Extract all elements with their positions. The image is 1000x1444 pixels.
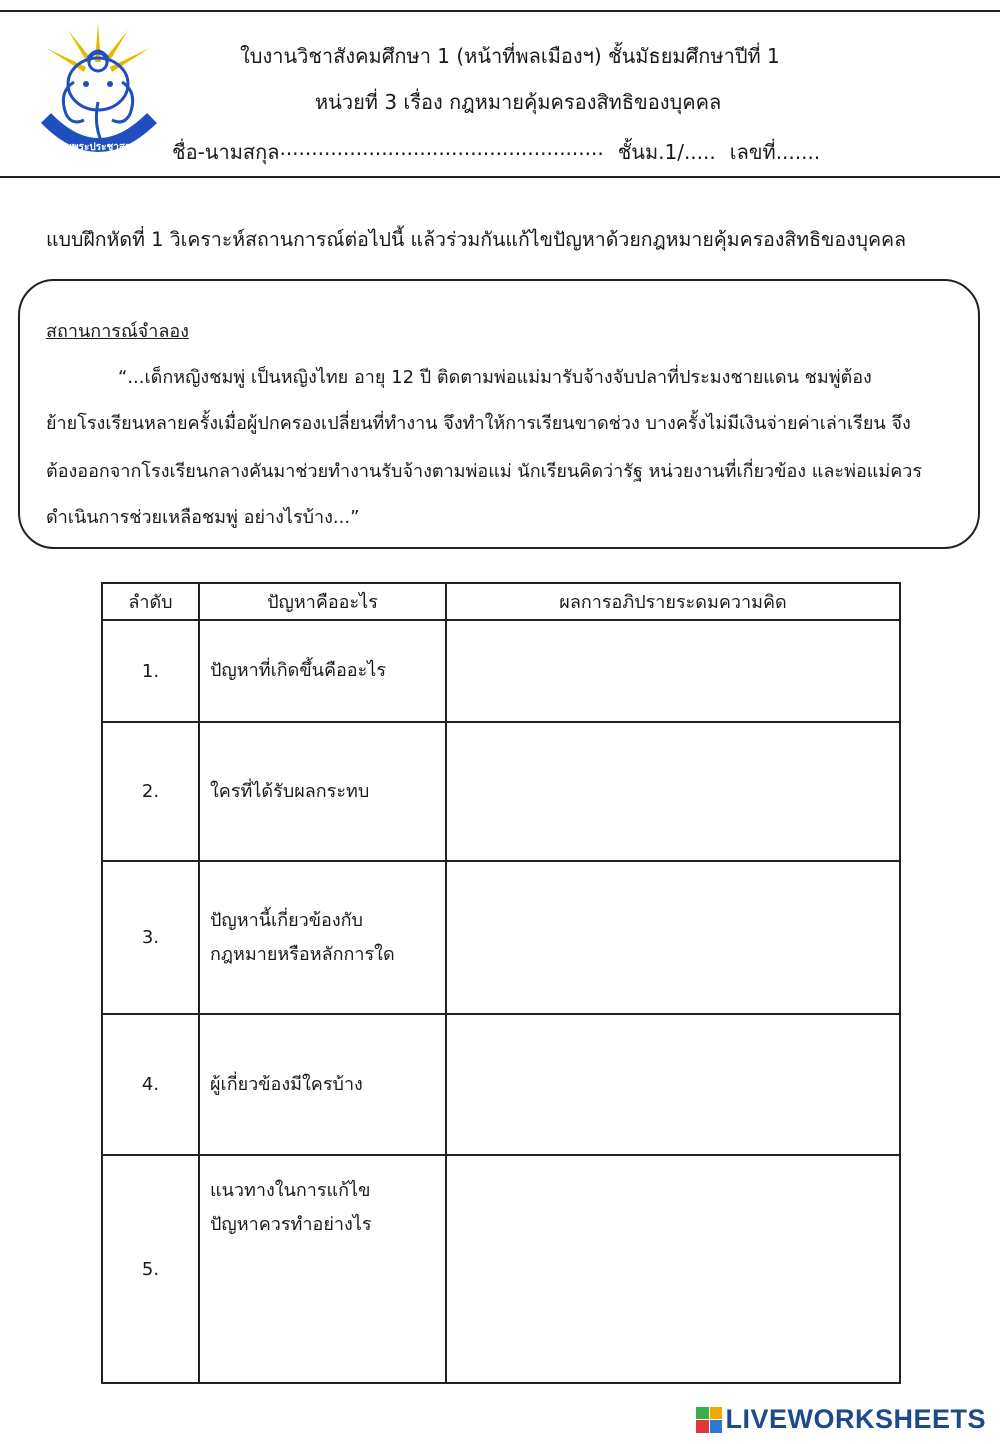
- header-bottom-rule: [0, 176, 1000, 178]
- scenario-line-4: ดำเนินการช่วยเหลือชมพู่ อย่างไรบ้าง...”: [46, 507, 360, 528]
- answer-cell-5[interactable]: [446, 1155, 900, 1383]
- row-question: [199, 722, 446, 861]
- table-row: [102, 861, 900, 1014]
- class-label[interactable]: ชั้นม.1/.....: [617, 140, 716, 164]
- student-info-row: [172, 136, 820, 168]
- number-label[interactable]: เลขที่.......: [729, 140, 821, 164]
- name-label: ชื่อ-นามสกุล: [172, 140, 280, 164]
- row-number: 5.: [102, 1155, 199, 1383]
- answer-cell-3[interactable]: [446, 861, 900, 1014]
- name-blank[interactable]: ...................................................: [279, 136, 604, 160]
- row-question: [199, 861, 446, 1014]
- exercise-instruction: แบบฝึกหัดที่ 1 วิเคราะห์สถานการณ์ต่อไปนี้ แล้วร่วมกันแก้ไขปัญหาด้วยกฎหมายคุ้มครองสิทธิของบุคคล: [46, 228, 907, 251]
- question-line: ปัญหาควรทำอย่างไร: [210, 1214, 372, 1235]
- unit-title: หน่วยที่ 3 เรื่อง กฎหมายคุ้มครองสิทธิของบุคคล: [315, 90, 722, 114]
- worksheet-title: ใบงานวิชาสังคมศึกษา 1 (หน้าที่พลเมืองฯ) ชั้นมัธยมศึกษาปีที่ 1: [240, 44, 780, 68]
- answer-cell-2[interactable]: [446, 722, 900, 861]
- table-row: [102, 1014, 900, 1155]
- question-line: ผู้เกี่ยวข้องมีใครบ้าง: [210, 1073, 363, 1095]
- top-rule: [0, 10, 1000, 12]
- question-line: ใครที่ได้รับผลกระทบ: [210, 780, 370, 802]
- table-header-row: [102, 583, 900, 620]
- question-line: ปัญหานี้เกี่ยวข้องกับ: [210, 909, 363, 931]
- question-line: ปัญหาที่เกิดขึ้นคืออะไร: [210, 660, 387, 681]
- table-row: [102, 722, 900, 861]
- scenario-line-2: ย้ายโรงเรียนหลายครั้งเมื่อผู้ปกครองเปลี่ยนที่ทำงาน จึงทำให้การเรียนขาดช่วง บางครั้งไม่มีเงินจ่ายค่าเล่าเรียน จึง: [46, 413, 911, 434]
- row-number: 4.: [102, 1014, 199, 1155]
- question-line: แนวทางในการแก้ไข: [210, 1180, 371, 1201]
- header-order: ลำดับ: [102, 583, 199, 620]
- school-emblem-logo: [28, 22, 168, 162]
- scenario-title: สถานการณ์จำลอง: [46, 321, 189, 342]
- emblem-rays: [46, 24, 150, 72]
- row-question: [199, 1014, 446, 1155]
- brand-text: LIVEWORKSHEETS: [725, 1404, 986, 1434]
- liveworksheets-logo-icon: [696, 1407, 722, 1433]
- question-line: กฎหมายหรือหลักการใด: [210, 943, 395, 965]
- row-number: 2.: [102, 722, 199, 861]
- answer-cell-1[interactable]: [446, 620, 900, 722]
- header-problem: ปัญหาคืออะไร: [199, 583, 446, 620]
- liveworksheets-brand: [696, 1404, 986, 1435]
- row-question: [199, 620, 446, 722]
- worksheet-table: [101, 582, 901, 1384]
- row-number: 3.: [102, 861, 199, 1014]
- row-number: 1.: [102, 620, 199, 722]
- answer-cell-4[interactable]: [446, 1014, 900, 1155]
- emblem-text: จอมพระประชาสรรค์: [53, 142, 143, 153]
- table-row: [102, 620, 900, 722]
- scenario-line-3: ต้องออกจากโรงเรียนกลางคันมาช่วยทำงานรับจ้างตามพ่อแม่ นักเรียนคิดว่ารัฐ หน่วยงานที่เกี่ยวข้อง และพ่อแม่ควร: [46, 461, 923, 482]
- table-row: [102, 1155, 900, 1383]
- header-result: ผลการอภิปรายระดมความคิด: [446, 583, 900, 620]
- scenario-line-1: “...เด็กหญิงชมพู่ เป็นหญิงไทย อายุ 12 ปี ติดตามพ่อแม่มารับจ้างจับปลาที่ประมงชายแดน ชมพู่ต้อง: [118, 367, 872, 388]
- row-question: [199, 1155, 446, 1383]
